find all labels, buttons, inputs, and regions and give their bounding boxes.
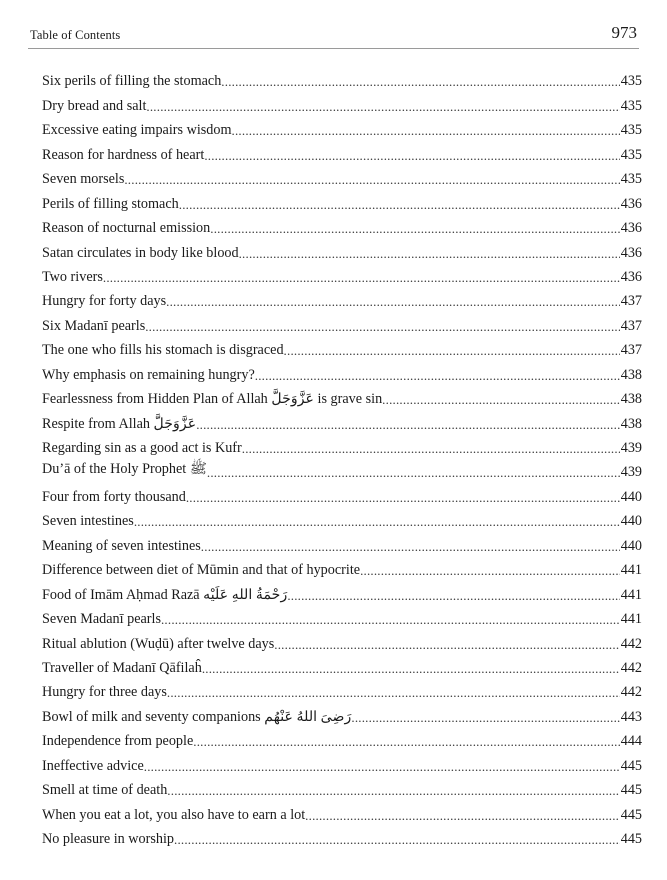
toc-entry-page: 438 [620,391,642,408]
toc-entry-title: Regarding sin as a good act is Kufr [42,440,242,456]
toc-entry-title: Independence from people [42,733,194,750]
toc-entry [42,286,642,310]
toc-entry-page: 444 [620,733,642,750]
toc-entry-page: 435 [620,97,642,114]
dot-leader [221,74,619,90]
dot-leader [196,417,620,433]
toc-entry-page: 435 [620,146,642,163]
toc-entry [42,824,642,848]
toc-entry-page: 437 [620,293,642,310]
dot-leader [186,490,620,506]
toc-entry-title: Ritual ablution (Wuḍū) after twelve days [42,635,275,652]
dot-leader [210,221,619,237]
toc-entry-title: Difference between diet of Mūmin and that of hypocrite [42,562,361,579]
toc-entry-title: No pleasure in worship [42,831,174,847]
toc-entry-title: Two rivers [42,268,103,285]
toc-entry-page: 436 [620,268,642,285]
toc-entry [42,457,642,481]
toc-entry-title: Reason of nocturnal emission [42,220,211,237]
toc-entry-page: 435 [620,171,642,188]
dot-leader [255,368,620,384]
dot-leader [239,246,620,262]
toc-entry-page: 437 [620,317,642,334]
dot-leader [274,637,619,653]
toc-entry-page: 436 [620,220,642,237]
toc-entry [42,188,642,212]
dot-leader [204,148,619,164]
toc-entry-title: The one who fills his stomach is disgraced [42,342,284,359]
toc-entry-title: Perils of filling stomach [42,195,179,212]
toc-entry [42,66,642,90]
dot-leader [287,588,619,604]
toc-entry [42,799,642,823]
dot-leader [202,661,620,677]
toc-entry-title: Bowl of milk and seventy companions رَضِىَ اللهُ عَنْهُم [42,708,352,725]
toc-entry [42,433,642,457]
toc-entry [42,408,642,432]
dot-leader [232,123,620,139]
toc-entry-title: Fearlessness from Hidden Plan of Allah عَزَّوَجَلَّ is grave sin [42,391,383,408]
toc-entry-title: Six perils of filling the stomach [42,73,222,90]
toc-entry [42,164,642,188]
toc-entry-page: 441 [620,586,642,603]
toc-entry-title: Satan circulates in body like blood [42,244,239,261]
toc-entry-page: 440 [620,488,642,505]
dot-leader [146,99,619,115]
toc-entry-page: 443 [620,708,642,725]
toc-entry-title: Seven intestines [42,513,134,530]
toc-entry-title: Meaning of seven intestines [42,537,201,554]
toc-entry [42,701,642,725]
toc-entry-page: 436 [620,244,642,261]
toc-entry-title: When you eat a lot, you also have to earn a lot [42,806,306,823]
dot-leader [284,343,620,359]
toc-entry-page: 445 [620,782,642,799]
dot-leader [351,710,619,726]
dot-leader [144,759,620,775]
toc-entry-title: Excessive eating impairs wisdom [42,122,232,139]
toc-entry-page: 441 [620,611,642,628]
toc-entry [42,506,642,530]
toc-entry [42,677,642,701]
toc-entry-title: Reason for hardness of heart [42,146,205,163]
toc-entry-title: Ineffective advice [42,757,144,774]
toc-entry-page: 442 [620,635,642,652]
toc-entry-page: 439 [620,464,642,481]
dot-leader [167,783,619,799]
toc-entry-title: Hungry for forty days [42,293,167,310]
toc-entry-title: Hungry for three days [42,684,167,701]
toc-entry-title: Why emphasis on remaining hungry? [42,366,255,383]
toc-entry [42,555,642,579]
dot-leader [305,808,620,824]
toc-entry [42,90,642,114]
toc-entry-title: Seven Madanī pearls [42,611,161,628]
dot-leader [103,270,620,286]
toc-entry-title: Six Madanī pearls [42,317,146,334]
dot-leader [242,441,620,457]
dot-leader [166,294,620,310]
toc-entry-page: 440 [620,513,642,530]
toc-entry-title: Seven morsels [42,171,125,188]
toc-entry [42,115,642,139]
toc-entry-page: 435 [620,73,642,90]
toc-entry [42,604,642,628]
toc-entry-page: 445 [620,757,642,774]
toc-entry-page: 438 [620,366,642,383]
dot-leader [193,734,619,750]
toc-entry-title: Respite from Allah عَزَّوَجَلَّ [42,415,197,432]
running-header-title: Table of Contents [30,28,121,42]
toc-entry-title: Du’ā of the Holy Prophet ﷺ [42,461,207,478]
dot-leader [174,832,620,848]
toc-entry [42,335,642,359]
toc-entry [42,139,642,163]
toc-entry-page: 436 [620,195,642,212]
toc-entry [42,653,642,677]
dot-leader [124,172,619,188]
toc-entry [42,310,642,334]
toc-entry-page: 437 [620,342,642,359]
toc-entry [42,530,642,554]
toc-entry [42,481,642,505]
toc-entry-page: 435 [620,122,642,139]
toc-entry-page: 442 [620,659,642,676]
toc-entry-page: 439 [620,440,642,456]
dot-leader [360,563,620,579]
dot-leader [145,319,619,335]
toc-entry [42,775,642,799]
toc-entry-page: 442 [620,684,642,701]
running-header [28,20,639,49]
toc-entry-page: 438 [620,415,642,432]
toc-entry [42,262,642,286]
toc-entry [42,726,642,750]
toc-entry [42,237,642,261]
dot-leader [134,514,620,530]
toc-entry-title: Four from forty thousand [42,488,186,505]
toc-entry-title: Smell at time of death [42,782,168,799]
toc-entry [42,359,642,383]
dot-leader [167,685,620,701]
dot-leader [179,197,620,213]
page-number: 973 [611,23,637,42]
dot-leader [382,392,620,408]
toc-entry-page: 440 [620,537,642,554]
toc-entry [42,750,642,774]
toc-entry-title: Food of Imām Aḥmad Razā رَحْمَةُ اللهِ عَلَيْه [42,586,288,603]
toc-entry [42,384,642,408]
toc-entry [42,579,642,603]
toc-entry-page: 445 [620,806,642,823]
toc-entry-page: 445 [620,831,642,847]
dot-leader [207,465,620,481]
toc-entry-title: Dry bread and salt [42,97,147,114]
toc-entry-title: Traveller of Madanī Qāfilaĥ [42,659,202,676]
dot-leader [201,539,620,555]
table-of-contents-list [42,66,642,848]
toc-entry-page: 441 [620,562,642,579]
toc-entry [42,628,642,652]
dot-leader [161,612,620,628]
toc-entry [42,213,642,237]
